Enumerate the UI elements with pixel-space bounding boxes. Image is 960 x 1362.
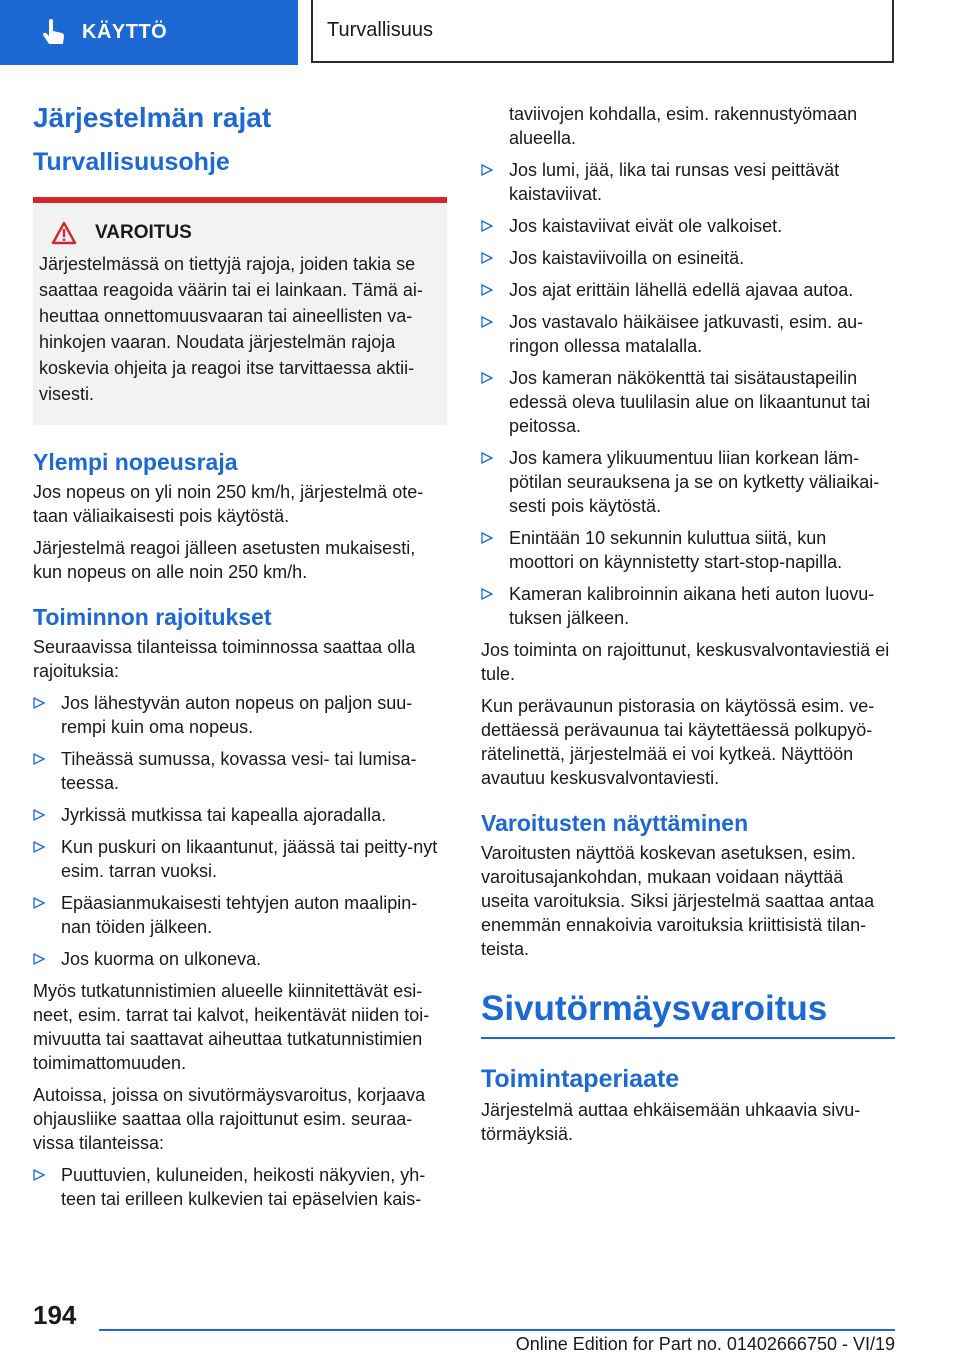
warning-box (33, 197, 447, 425)
chapter-title: KÄYTTÖ (82, 21, 168, 43)
warning-line: heuttaa onnettomuusvaaran tai aineellisten va- (39, 306, 413, 326)
list-item (481, 526, 895, 574)
breadcrumb (311, 0, 894, 63)
list-item (481, 278, 895, 302)
list-item-text: Jos vastavalo häikäisee jatkuvasti, esim. au-ringon ollessa matalalla. (509, 312, 864, 356)
edition-note: Online Edition for Part no. 01402666750 - VI/19 (515, 1334, 895, 1354)
list-item-text: Jos kamera ylikuumentuu liian korkean läm-pötilan seurauksena ja se on kytketty väliaikai-sesti pois käytöstä. (509, 448, 880, 516)
footer-divider (99, 1329, 895, 1331)
list-item-text: Jos kaistaviivat eivät ole valkoiset. (509, 216, 783, 236)
warning-line: koskevia ohjeita ja reagoi itse tarvittaessa aktii- (39, 358, 415, 378)
left-column (33, 96, 447, 1219)
page-number: 194 (33, 1300, 77, 1330)
list-item-text: Jos kameran näkökenttä tai sisätaustapeilin edessä oleva tuulilasin alue on likaantunut tai peitossa. (509, 368, 871, 436)
hand-pointer-icon (38, 18, 68, 48)
limits-list (33, 691, 447, 971)
triangle-bullet-icon (33, 697, 45, 709)
list-item-text: Jos kuorma on ulkoneva. (61, 949, 262, 969)
list-item-text: Puuttuvien, kuluneiden, heikosti näkyvien, yh-teen tai erilleen kulkevien tai epäselvien kais- (61, 1165, 426, 1209)
speed-paragraph-2: Järjestelmä reagoi jälleen asetusten mukaisesti, kun nopeus on alle noin 250 km/h. (33, 538, 416, 582)
side-collision-paragraph: Autoissa, joissa on sivutörmäysvaroitus, korjaava ohjausliike saattaa olla rajoittunut esim. seuraa-vissa tilanteissa: (33, 1085, 426, 1153)
list-item-text: Jos kaistaviivoilla on esineitä. (509, 248, 745, 268)
list-item (481, 246, 895, 270)
breadcrumb-label: Turvallisuus (327, 19, 433, 41)
list-item-text: Kameran kalibroinnin aikana heti auton luovu-tuksen jälkeen. (509, 584, 875, 628)
triangle-bullet-icon (33, 897, 45, 909)
list-item (481, 446, 895, 518)
triangle-bullet-icon (481, 452, 493, 464)
list-item (33, 947, 447, 971)
warning-line: hinkojen vaaran. Noudata järjestelmän rajoja (39, 332, 396, 352)
trailer-paragraph: Kun perävaunun pistorasia on käytössä esim. ve-dettäessä perävaunua tai käytettäessä polkupyö-rätelinettä, järjestelmää ei voi kytkeä. Näyttöön avautuu keskusvalvontaviesti. (481, 696, 875, 788)
warnings-paragraph: Varoitusten näyttöä koskevan asetuksen, esim. varoitusajankohdan, mukaan voidaan näyttää useita varoituksia. Siksi järjestelmä saattaa antaa enemmän ennakoivia varoituksia kriittisistä tilan-teista. (481, 843, 875, 959)
triangle-bullet-icon (33, 953, 45, 965)
list-item (481, 310, 895, 358)
triangle-bullet-icon (481, 372, 493, 384)
triangle-bullet-icon (33, 753, 45, 765)
list-item-text: Enintään 10 sekunnin kuluttua siitä, kun moottori on käynnistetty start-stop-napilla. (509, 528, 843, 572)
list-item-text: Jos ajat erittäin lähellä edellä ajavaa autoa. (509, 280, 854, 300)
limits-intro: Seuraavissa tilanteissa toiminnossa saattaa olla rajoituksia: (33, 637, 416, 681)
triangle-bullet-icon (481, 284, 493, 296)
triangle-bullet-icon (481, 220, 493, 232)
warning-header (51, 221, 439, 245)
list-item (481, 158, 895, 206)
sensors-paragraph: Myös tutkatunnistimien alueelle kiinnitettävät esi-neet, esim. tarrat tai kalvot, heikentävät niiden toi-mivuutta tai saattavat aiheuttaa tutkatunnistimien toimimattomuuden. (33, 981, 430, 1073)
list-item-text: Jos lumi, jää, lika tai runsas vesi peittävät kaistaviivat. (509, 160, 840, 204)
triangle-bullet-icon (481, 252, 493, 264)
principle-heading: Toimintaperiaate (481, 1065, 680, 1093)
continuation-text: taviivojen kohdalla, esim. rakennustyömaan alueella. (509, 104, 858, 148)
warning-line: visesti. (39, 384, 95, 404)
list-item (33, 891, 447, 939)
list-item (33, 747, 447, 795)
speed-heading: Ylempi nopeusraja (33, 449, 238, 475)
warning-line: Järjestelmässä on tiettyjä rajoja, joiden takia se (39, 254, 416, 274)
section-title: Järjestelmän rajat (33, 102, 272, 133)
triangle-bullet-icon (33, 841, 45, 853)
triangle-bullet-icon (481, 588, 493, 600)
triangle-bullet-icon (33, 809, 45, 821)
warning-line: saattaa reagoida väärin tai ei lainkaan. Tämä ai- (39, 280, 423, 300)
right-column (481, 102, 895, 1154)
camera-limits-list (481, 158, 895, 630)
triangle-bullet-icon (481, 316, 493, 328)
list-item (33, 835, 447, 883)
chapter-heading: Sivutörmäysvaroitus (481, 989, 895, 1039)
limits-heading: Toiminnon rajoitukset (33, 604, 272, 630)
no-message-paragraph: Jos toiminta on rajoittunut, keskusvalvontaviestiä ei tule. (481, 640, 890, 684)
triangle-bullet-icon (33, 1169, 45, 1181)
list-item (33, 803, 447, 827)
list-item-text: Tiheässä sumussa, kovassa vesi- tai lumisa-teessa. (61, 749, 417, 793)
list-item (481, 366, 895, 438)
principle-paragraph: Järjestelmä auttaa ehkäisemään uhkaavia sivu-törmäyksiä. (481, 1100, 861, 1144)
warnings-heading: Varoitusten näyttäminen (481, 810, 749, 836)
warning-triangle-icon (51, 221, 77, 245)
list-item (481, 214, 895, 238)
list-item (33, 1163, 447, 1211)
triangle-bullet-icon (481, 164, 493, 176)
list-item-text: Epäasianmukaisesti tehtyjen auton maalipin-nan töiden jälkeen. (61, 893, 418, 937)
speed-paragraph-1: Jos nopeus on yli noin 250 km/h, järjestelmä ote-taan väliaikaisesti pois käytöstä. (33, 482, 424, 526)
list-item-text: Kun puskuri on likaantunut, jäässä tai peitty-nyt esim. tarran vuoksi. (61, 837, 438, 881)
safety-subtitle: Turvallisuusohje (33, 148, 230, 176)
chapter-tab (0, 0, 298, 65)
list-item-text: Jyrkissä mutkissa tai kapealla ajoradalla. (61, 805, 387, 825)
list-item (481, 582, 895, 630)
triangle-bullet-icon (481, 532, 493, 544)
list-item-text: Jos lähestyvän auton nopeus on paljon suu-rempi kuin oma nopeus. (61, 693, 413, 737)
lane-limits-list (33, 1163, 447, 1211)
list-item (33, 691, 447, 739)
warning-label: VAROITUS (95, 222, 192, 243)
